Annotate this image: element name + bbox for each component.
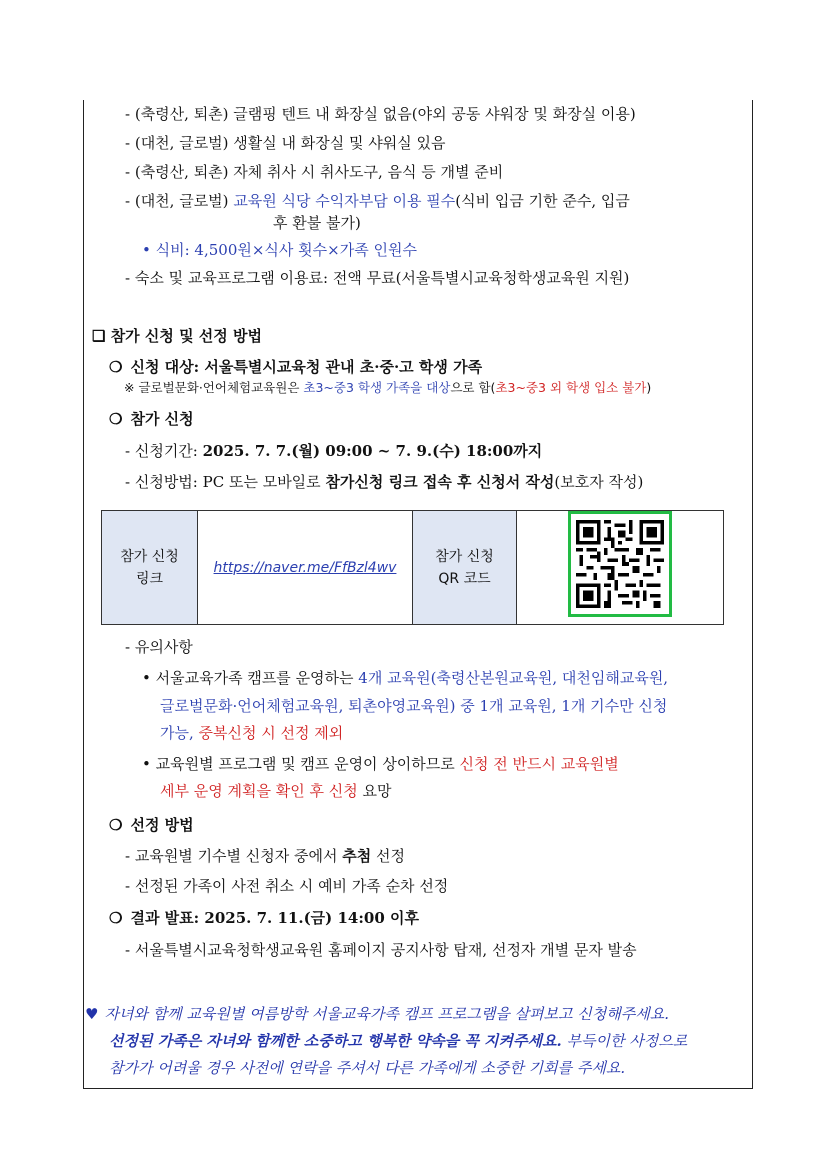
accommodation-line-1: - (축령산, 퇴촌) 글램핑 텐트 내 화장실 없음(야외 공동 샤워장 및 화장실 이용) xyxy=(125,105,636,123)
selection-line-2: - 선정된 가족이 사전 취소 시 예비 가족 순차 선정 xyxy=(125,877,449,895)
apply-link[interactable]: https://naver.me/FfBzl4wv xyxy=(198,511,413,625)
notice-line-2-rest: 부득이한 사정으로 xyxy=(561,1032,688,1050)
caution-1-text: • 서울교육가족 캠프를 운영하는 xyxy=(142,669,359,687)
meal-fee: • 식비: 4,500원×식사 횟수×가족 인원수 xyxy=(142,241,417,259)
heart-icon: ♥ xyxy=(85,1005,99,1023)
target-note-blue: 초3~중3 학생 가족을 대상 xyxy=(303,380,451,395)
selection-line-1-c: 선정 xyxy=(371,847,406,865)
target-note-red: 초3~중3 외 학생 입소 불가 xyxy=(495,380,647,395)
selection-label: 선정 방법 xyxy=(130,816,194,834)
selection-lottery: 추첨 xyxy=(342,847,372,865)
target-note-mid: 으로 함( xyxy=(450,380,496,395)
apply-method-bold: 참가신청 링크 접속 후 신청서 작성 xyxy=(325,473,555,491)
meal-prefix: - (대천, 글로벌) xyxy=(125,192,229,210)
link-header-line-2: 링크 xyxy=(135,570,164,587)
qr-header-line-1: 참가 신청 xyxy=(435,548,494,565)
target-note xyxy=(124,378,651,398)
result-heading xyxy=(109,908,419,928)
link-header-line-1: 참가 신청 xyxy=(120,548,179,565)
caution-2-end: 요망 xyxy=(357,782,392,800)
apply-link-table xyxy=(101,510,724,625)
circle-bullet-icon: ❍ xyxy=(109,410,123,428)
notice-line-2 xyxy=(109,1031,687,1051)
cautions-title: - 유의사항 xyxy=(125,638,193,656)
notice-line-3: 참가가 어려울 경우 사전에 연락을 주셔서 다른 가족에게 소중한 기회를 주세요. xyxy=(109,1059,626,1077)
selection-heading xyxy=(109,815,194,835)
selection-line-1 xyxy=(125,846,405,866)
caution-1-possible: 가능, xyxy=(160,724,199,742)
selection-line-1-a: - 교육원별 기수별 신청자 중에서 xyxy=(125,847,343,865)
apply-method-prefix: - 신청방법: PC 또는 모바일로 xyxy=(125,473,326,491)
accommodation-line-3: - (축령산, 퇴촌) 자체 취사 시 취사도구, 음식 등 개별 준비 xyxy=(125,163,504,181)
target-label: 신청 대상: 서울특별시교육청 관내 초·중·고 학생 가족 xyxy=(130,358,483,376)
link-header-cell xyxy=(102,511,198,625)
qr-code-icon xyxy=(576,519,664,609)
apply-label: 참가 신청 xyxy=(130,410,194,428)
free-fee-line: - 숙소 및 교육프로그램 이용료: 전액 무료(서울특별시교육청학생교육원 지원) xyxy=(125,269,630,287)
target-note-end: ) xyxy=(646,380,652,395)
caution-1-red: 중복신청 시 선정 제외 xyxy=(198,724,344,742)
apply-period-value: 2025. 7. 7.(월) 09:00 ~ 7. 9.(수) 18:00까지 xyxy=(202,442,543,460)
circle-bullet-icon: ❍ xyxy=(109,816,123,834)
qr-code-cell xyxy=(517,511,724,625)
meal-line-cont: 후 환불 불가) xyxy=(273,214,361,232)
result-line: - 서울특별시교육청학생교육원 홈페이지 공지사항 탑재, 선정자 개별 문자 발송 xyxy=(125,941,637,959)
caution-1-line-1 xyxy=(142,668,668,688)
notice-promise: 선정된 가족은 자녀와 함께한 소중하고 행복한 약속을 꼭 지켜주세요. xyxy=(109,1032,562,1050)
circle-bullet-icon: ❍ xyxy=(109,358,123,376)
caution-1-blue: 4개 교육원(축령산본원교육원, 대천임해교육원, xyxy=(358,669,669,687)
caution-2-line-2 xyxy=(160,781,391,801)
target-note-prefix: ※ 글로벌문화·언어체험교육원은 xyxy=(124,380,304,395)
notice-line-1-text: 자녀와 함께 교육원별 여름방학 서울교육가족 캠프 프로그램을 살펴보고 신청해주세요. xyxy=(104,1005,670,1023)
apply-heading xyxy=(109,409,194,429)
section-marker-icon: ❑ xyxy=(92,327,106,345)
notice-line-1 xyxy=(85,1004,669,1024)
meal-highlight: 교육원 식당 수익자부담 이용 필수 xyxy=(233,192,456,210)
meal-rest: (식비 입금 기한 준수, 입금 xyxy=(455,192,630,210)
accommodation-line-2: - (대천, 글로벌) 생활실 내 화장실 및 샤워실 있음 xyxy=(125,134,446,152)
caution-2-red: 신청 전 반드시 교육원별 xyxy=(459,755,619,773)
apply-period xyxy=(125,441,542,461)
section-title-text: 참가 신청 및 선정 방법 xyxy=(110,327,262,345)
meal-line xyxy=(125,191,630,211)
circle-bullet-icon: ❍ xyxy=(109,909,123,927)
caution-1-line-2: 글로벌문화·언어체험교육원, 퇴촌야영교육원) 중 1개 교육원, 1개 기수만 신청 xyxy=(160,697,668,715)
caution-2-text: • 교육원별 프로그램 및 캠프 운영이 상이하므로 xyxy=(142,755,460,773)
qr-header-cell xyxy=(413,511,517,625)
section-title xyxy=(92,326,262,346)
qr-code[interactable] xyxy=(568,511,672,617)
qr-header-line-2: QR 코드 xyxy=(438,570,491,587)
apply-method-end: (보호자 작성) xyxy=(554,473,644,491)
caution-2-line-1 xyxy=(142,754,619,774)
caution-1-line-3 xyxy=(160,723,343,743)
apply-method xyxy=(125,472,643,492)
apply-period-prefix: - 신청기간: xyxy=(125,442,203,460)
caution-2-red-2: 세부 운영 계획을 확인 후 신청 xyxy=(160,782,358,800)
result-label: 결과 발표: 2025. 7. 11.(금) 14:00 이후 xyxy=(130,909,419,927)
target-heading xyxy=(109,357,482,377)
